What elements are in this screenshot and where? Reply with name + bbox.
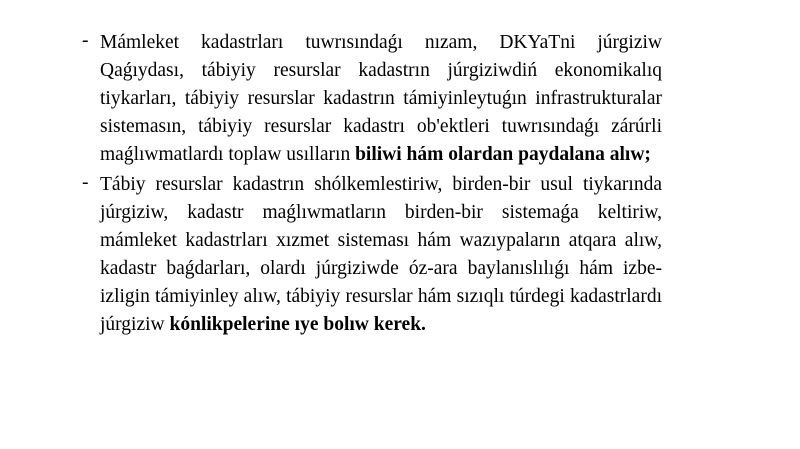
bullet-item-2	[82, 171, 662, 339]
bullet-text: Tábiy resurslar kadastrın shólkemlestiriw, birden-bir usul tiykarında júrgiziw, kadastr maǵlıwmatların birden-bir sistemaǵa keltiriw, mámleket kadastrları xızmet sisteması hám wazıypaların atqara alıw, kadastr baǵdarları, olardı júrgiziwde óz-ara baylanıslılıǵı hám izbe-izligin támiyinley alıw, tábiyiy resurslar hám sızıqlı túrdegi kadastrlardı júrgiziw	[100, 174, 662, 335]
bullet-marker: -	[82, 172, 89, 193]
bullet-marker: -	[82, 30, 89, 51]
bullet-list	[82, 29, 662, 341]
bullet-item-1	[82, 29, 662, 169]
bullet-bold-text: kónlikpelerine ıye bolıw kerek.	[169, 314, 426, 335]
bullet-bold-text: biliwi hám olardan paydalana alıw;	[355, 144, 651, 165]
bullet-text: Mámleket kadastrları tuwrısındaǵı nızam, DKYaTni júrgiziw Qaǵıydası, tábiyiy resurslar kadastrın júrgiziwdiń ekonomikalıq tiykarları, tábiyiy resurslar kadastrın támiyinleytuǵın infrastrukturalar sistemasın, tábiyiy resurslar kadastrı ob'ektleri tuwrısındaǵı zárúrli maǵlıwmatlardı toplaw usılların	[100, 32, 662, 165]
